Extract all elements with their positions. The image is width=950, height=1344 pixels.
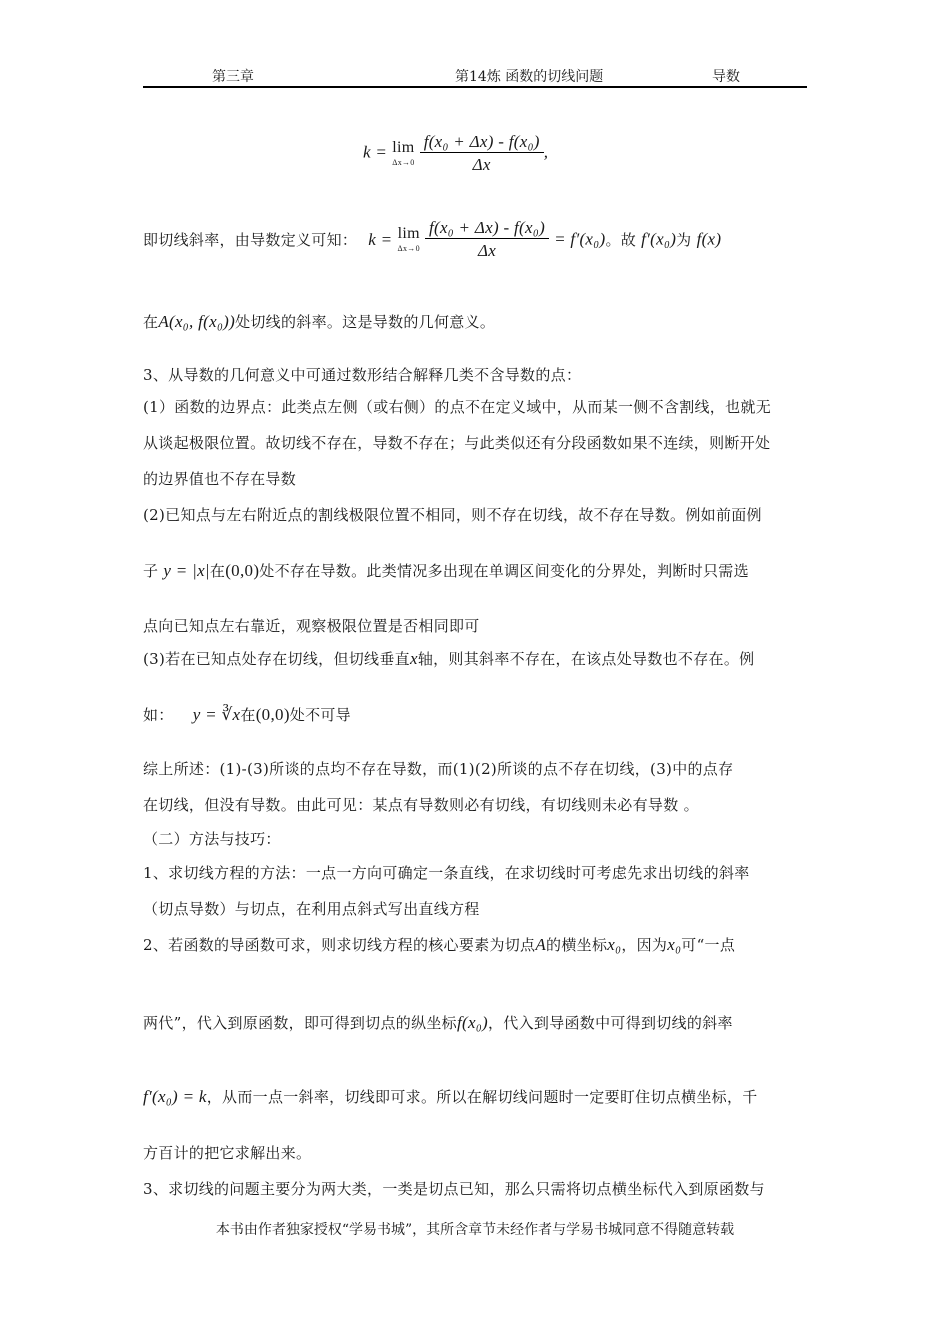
- method1-line2: （切点导数）与切点，在利用点斜式写出直线方程: [143, 900, 480, 918]
- formula-slope-limit: k = lim Δx→0 $\frac{\text{f(x₀ + Δx) - f(x₀)}}{\Delta x}$ ,: [363, 132, 549, 174]
- method2-line2: 两代”，代入到原函数，即可得到切点的纵坐标f(x₀)，代入到导函数中可得到切线的斜率: [143, 1013, 733, 1032]
- case2-line3: 点向已知点左右靠近，观察极限位置是否相同即可: [143, 617, 480, 635]
- case1-line3: 的边界值也不存在导数: [143, 470, 297, 488]
- method2-line3: f′(x₀) = k，从而一点一斜率，切线即可求。所以在解切线问题时一定要盯住切点横坐标，千: [143, 1087, 758, 1106]
- item-3-heading: 3、从导数的几何意义中可通过数形结合解释几类不含导数的点：: [143, 366, 582, 384]
- method3-line1: 3、求切线的问题主要分为两大类，一类是切点已知，那么只需将切点横坐标代入到原函数与: [143, 1180, 765, 1198]
- header-subject: 导数: [712, 69, 740, 85]
- header-rule: [143, 86, 807, 88]
- paragraph-tangent-point: 在A(x₀, f(x₀))处切线的斜率。这是导数的几何意义。: [143, 312, 496, 331]
- method2-line4: 方百计的把它求解出来。: [143, 1144, 312, 1162]
- header-title: 第14炼 函数的切线问题: [455, 69, 604, 85]
- paragraph-slope-definition: 即切线斜率，由导数定义可知： k = lim Δx→0 $\frac{\text{f(x₀ + Δx) - f(x₀)}}{\Delta x}$ = f′(x₀)。故 f′(x₀)为 f(x): [143, 218, 722, 260]
- case1-line1: (1）函数的边界点：此类点左侧（或右侧）的点不在定义域中，从而某一侧不含割线，也就无: [143, 398, 771, 416]
- footer-copyright: 本书由作者独家授权“学易书城”，其所含章节未经作者与学易书城同意不得随意转载: [215, 1222, 735, 1238]
- section-methods-heading: （二）方法与技巧：: [143, 830, 281, 848]
- case2-line2: 子 y = |x|在(0,0)处不存在导数。此类情况多出现在单调区间变化的分界处，判断时只需选: [143, 561, 749, 580]
- case3-line2: 如： y = ∛x在(0,0)处不可导: [143, 705, 351, 724]
- summary-line2: 在切线，但没有导数。由此可见：某点有导数则必有切线，有切线则未必有导数 。: [143, 796, 699, 814]
- case3-line1: (3)若在已知点处存在切线，但切线垂直x轴，则其斜率不存在，在该点处导数也不存在。例: [143, 649, 755, 668]
- method2-line1: 2、若函数的导函数可求，则求切线方程的核心要素为切点A的横坐标x₀，因为x₀可“一点: [143, 935, 736, 954]
- header-chapter: 第三章: [212, 69, 254, 85]
- case2-line1: (2)已知点与左右附近点的割线极限位置不相同，则不存在切线，故不存在导数。例如前面例: [143, 506, 762, 524]
- case1-line2: 从谈起极限位置。故切线不存在，导数不存在；与此类似还有分段函数如果不连续，则断开处: [143, 434, 771, 452]
- method1-line1: 1、求切线方程的方法：一点一方向可确定一条直线，在求切线时可考虑先求出切线的斜率: [143, 864, 750, 882]
- summary-line1: 综上所述：(1)-(3)所谈的点均不存在导数，而(1)(2)所谈的点不存在切线，(3)中的点存: [143, 760, 734, 778]
